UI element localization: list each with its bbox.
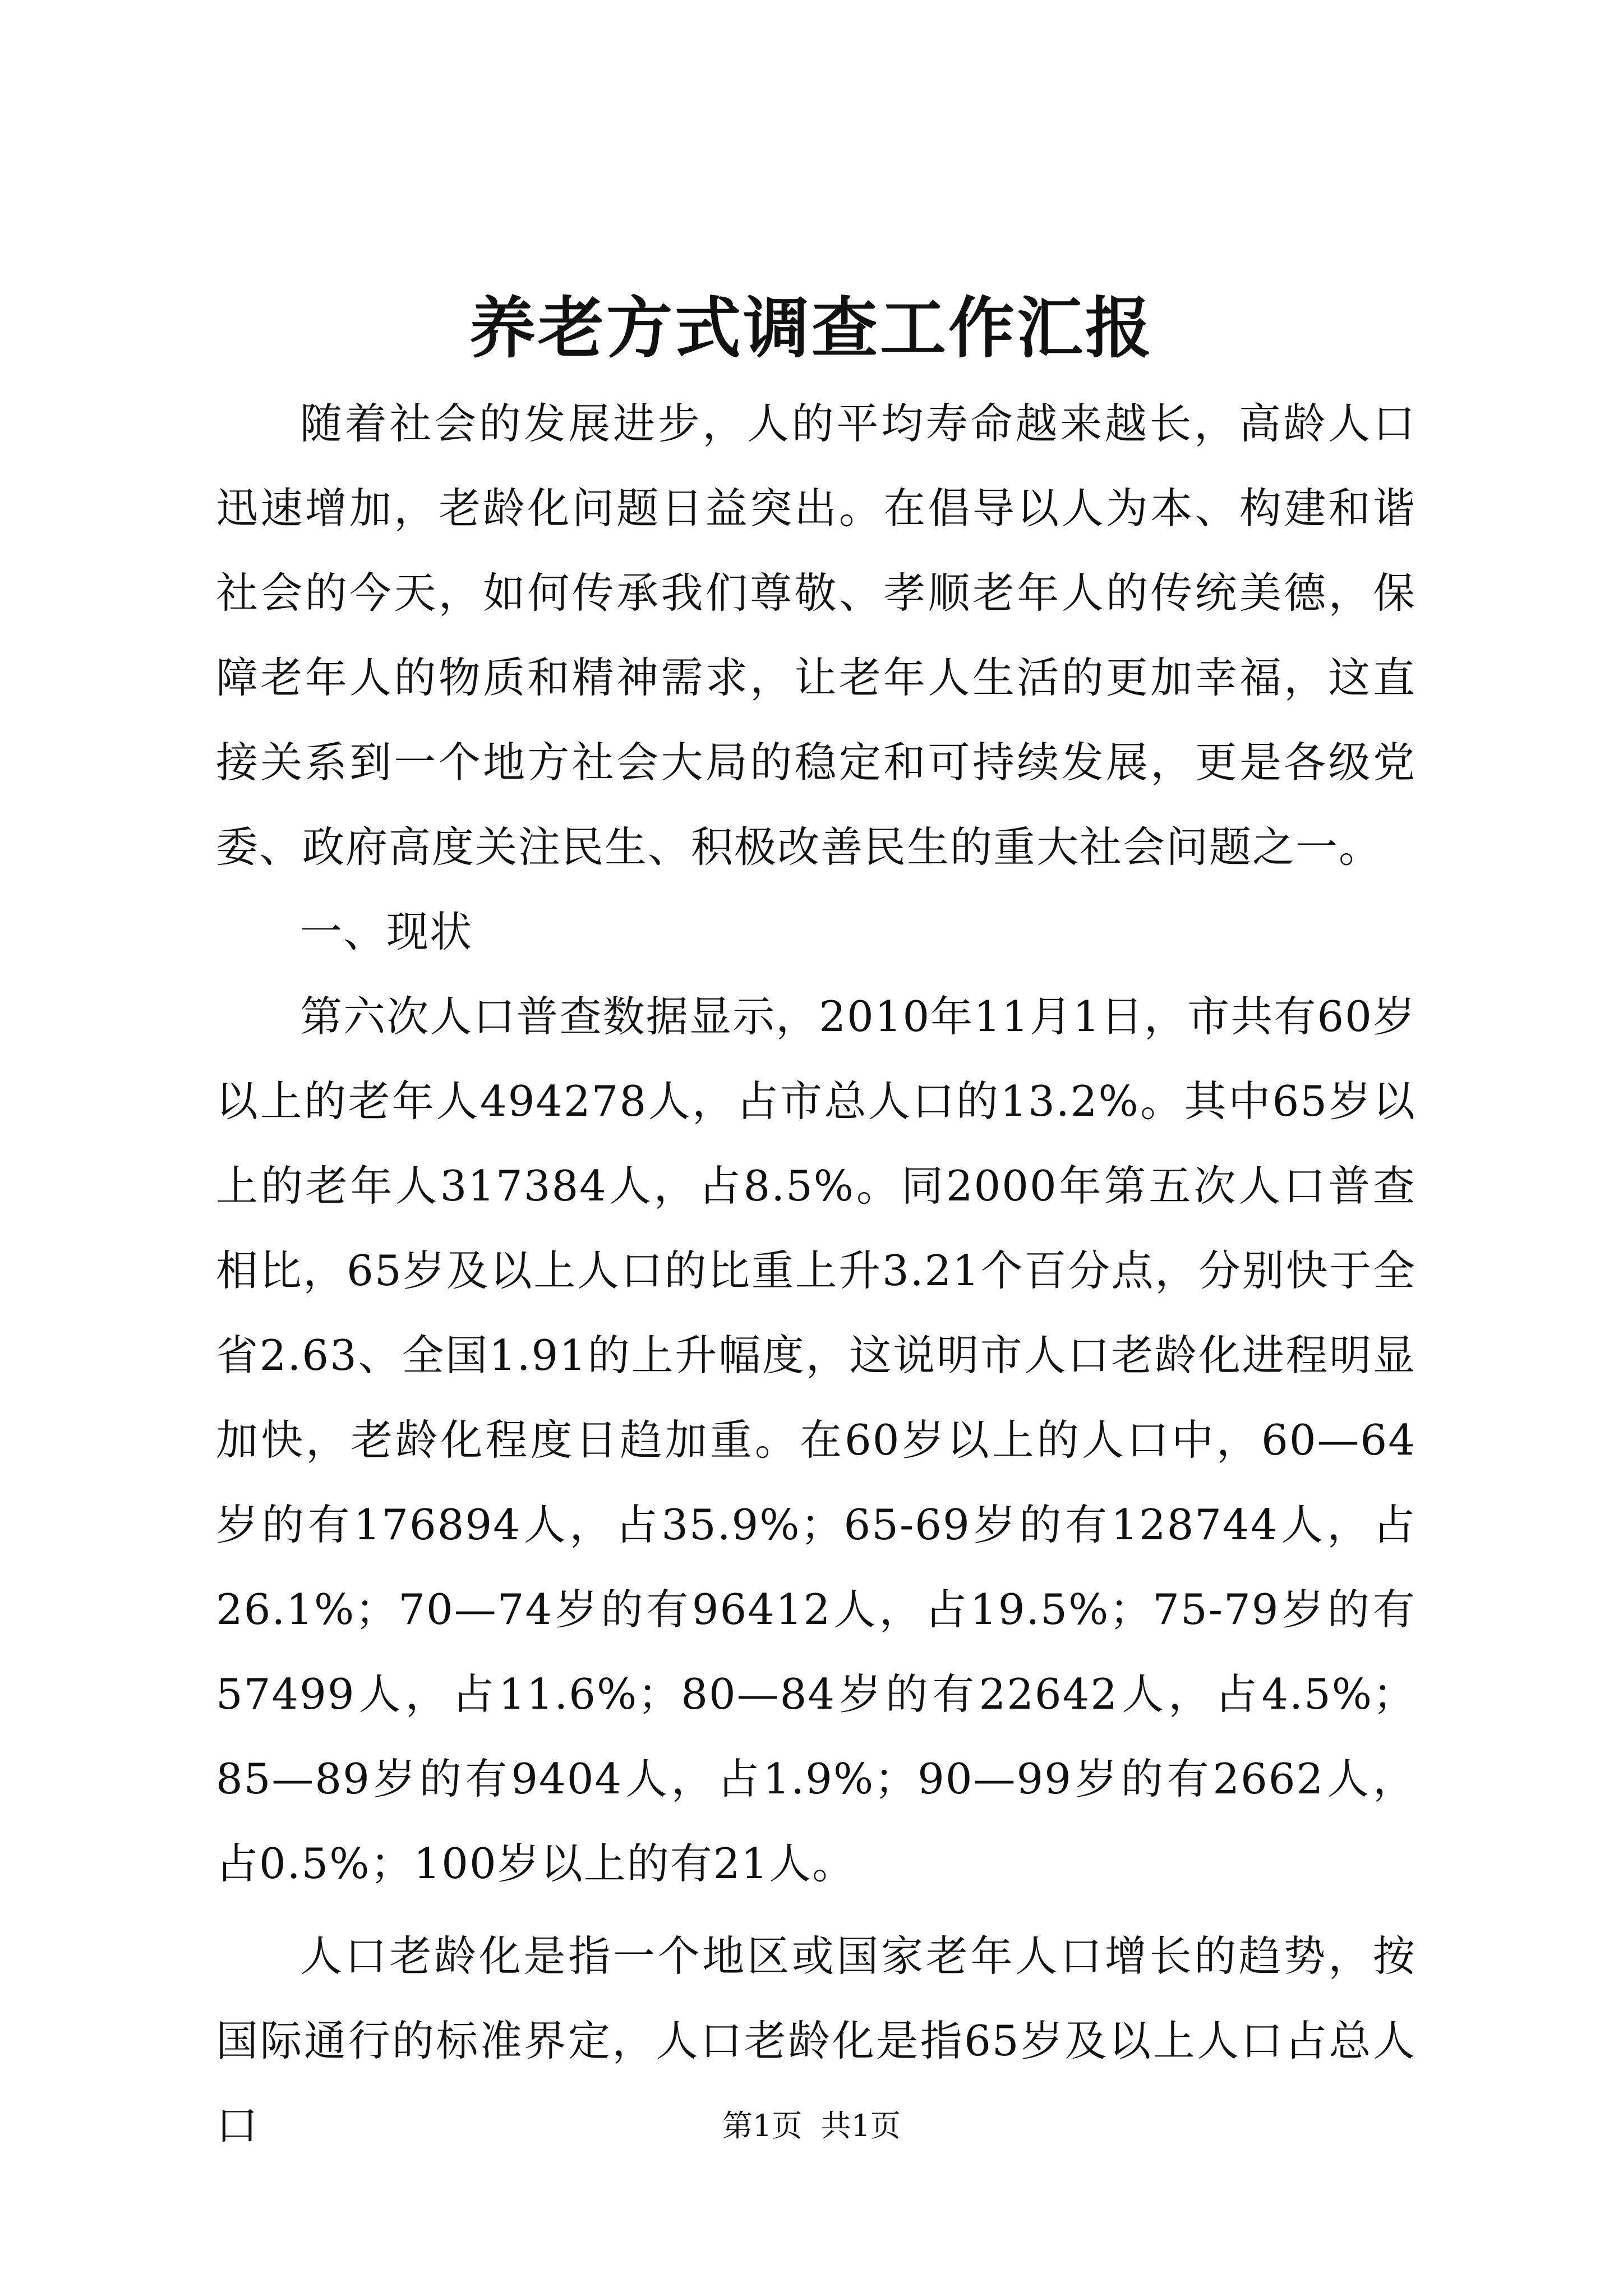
document-title: 养老方式调查工作汇报: [469, 289, 1154, 367]
page-footer: [0, 2104, 1623, 2148]
page-number: 第1页: [722, 2108, 803, 2143]
document-body: [216, 381, 1416, 2168]
section-heading-status: 一、现状: [300, 907, 473, 956]
page-total: 共1页: [820, 2108, 901, 2143]
paragraph-census-data: 第六次人口普查数据显示，2010年11月1日，市共有60岁以上的老年人494278人，占市总人口的13.2%。其中65岁以上的老年人317384人，占8.5%。同2000年第五次人口普查相比，65岁及以上人口的比重上升3.21个百分点，分别快于全省2.63、全国1.91的上升幅度，这说明市人口老龄化进程明显加快，老龄化程度日趋加重。在60岁以上的人口中，60—64岁的有176894人，占35.9%；65-69岁的有128744人，占26.1%；70—74岁的有96412人，占19.5%；75-79岁的有57499人，占11.6%；80—84岁的有22642人，占4.5%；85—89岁的有9404人，占1.9%；90—99岁的有2662人，占0.5%；100岁以上的有21人。: [216, 992, 1416, 1888]
paragraph-aging-definition: 人口老龄化是指一个地区或国家老年人口增长的趋势，按国际通行的标准界定，人口老龄化是指65岁及以上人口占总人口: [216, 1931, 1416, 2150]
paragraph-intro: 随着社会的发展进步，人的平均寿命越来越长，高龄人口迅速增加，老龄化问题日益突出。在倡导以人为本、构建和谐社会的今天，如何传承我们尊敬、孝顺老年人的传统美德，保障老年人的物质和精神需求，让老年人生活的更加幸福，这直接关系到一个地方社会大局的稳定和可持续发展，更是各级党委、政府高度关注民生、积极改善民生的重大社会问题之一。: [216, 399, 1416, 872]
